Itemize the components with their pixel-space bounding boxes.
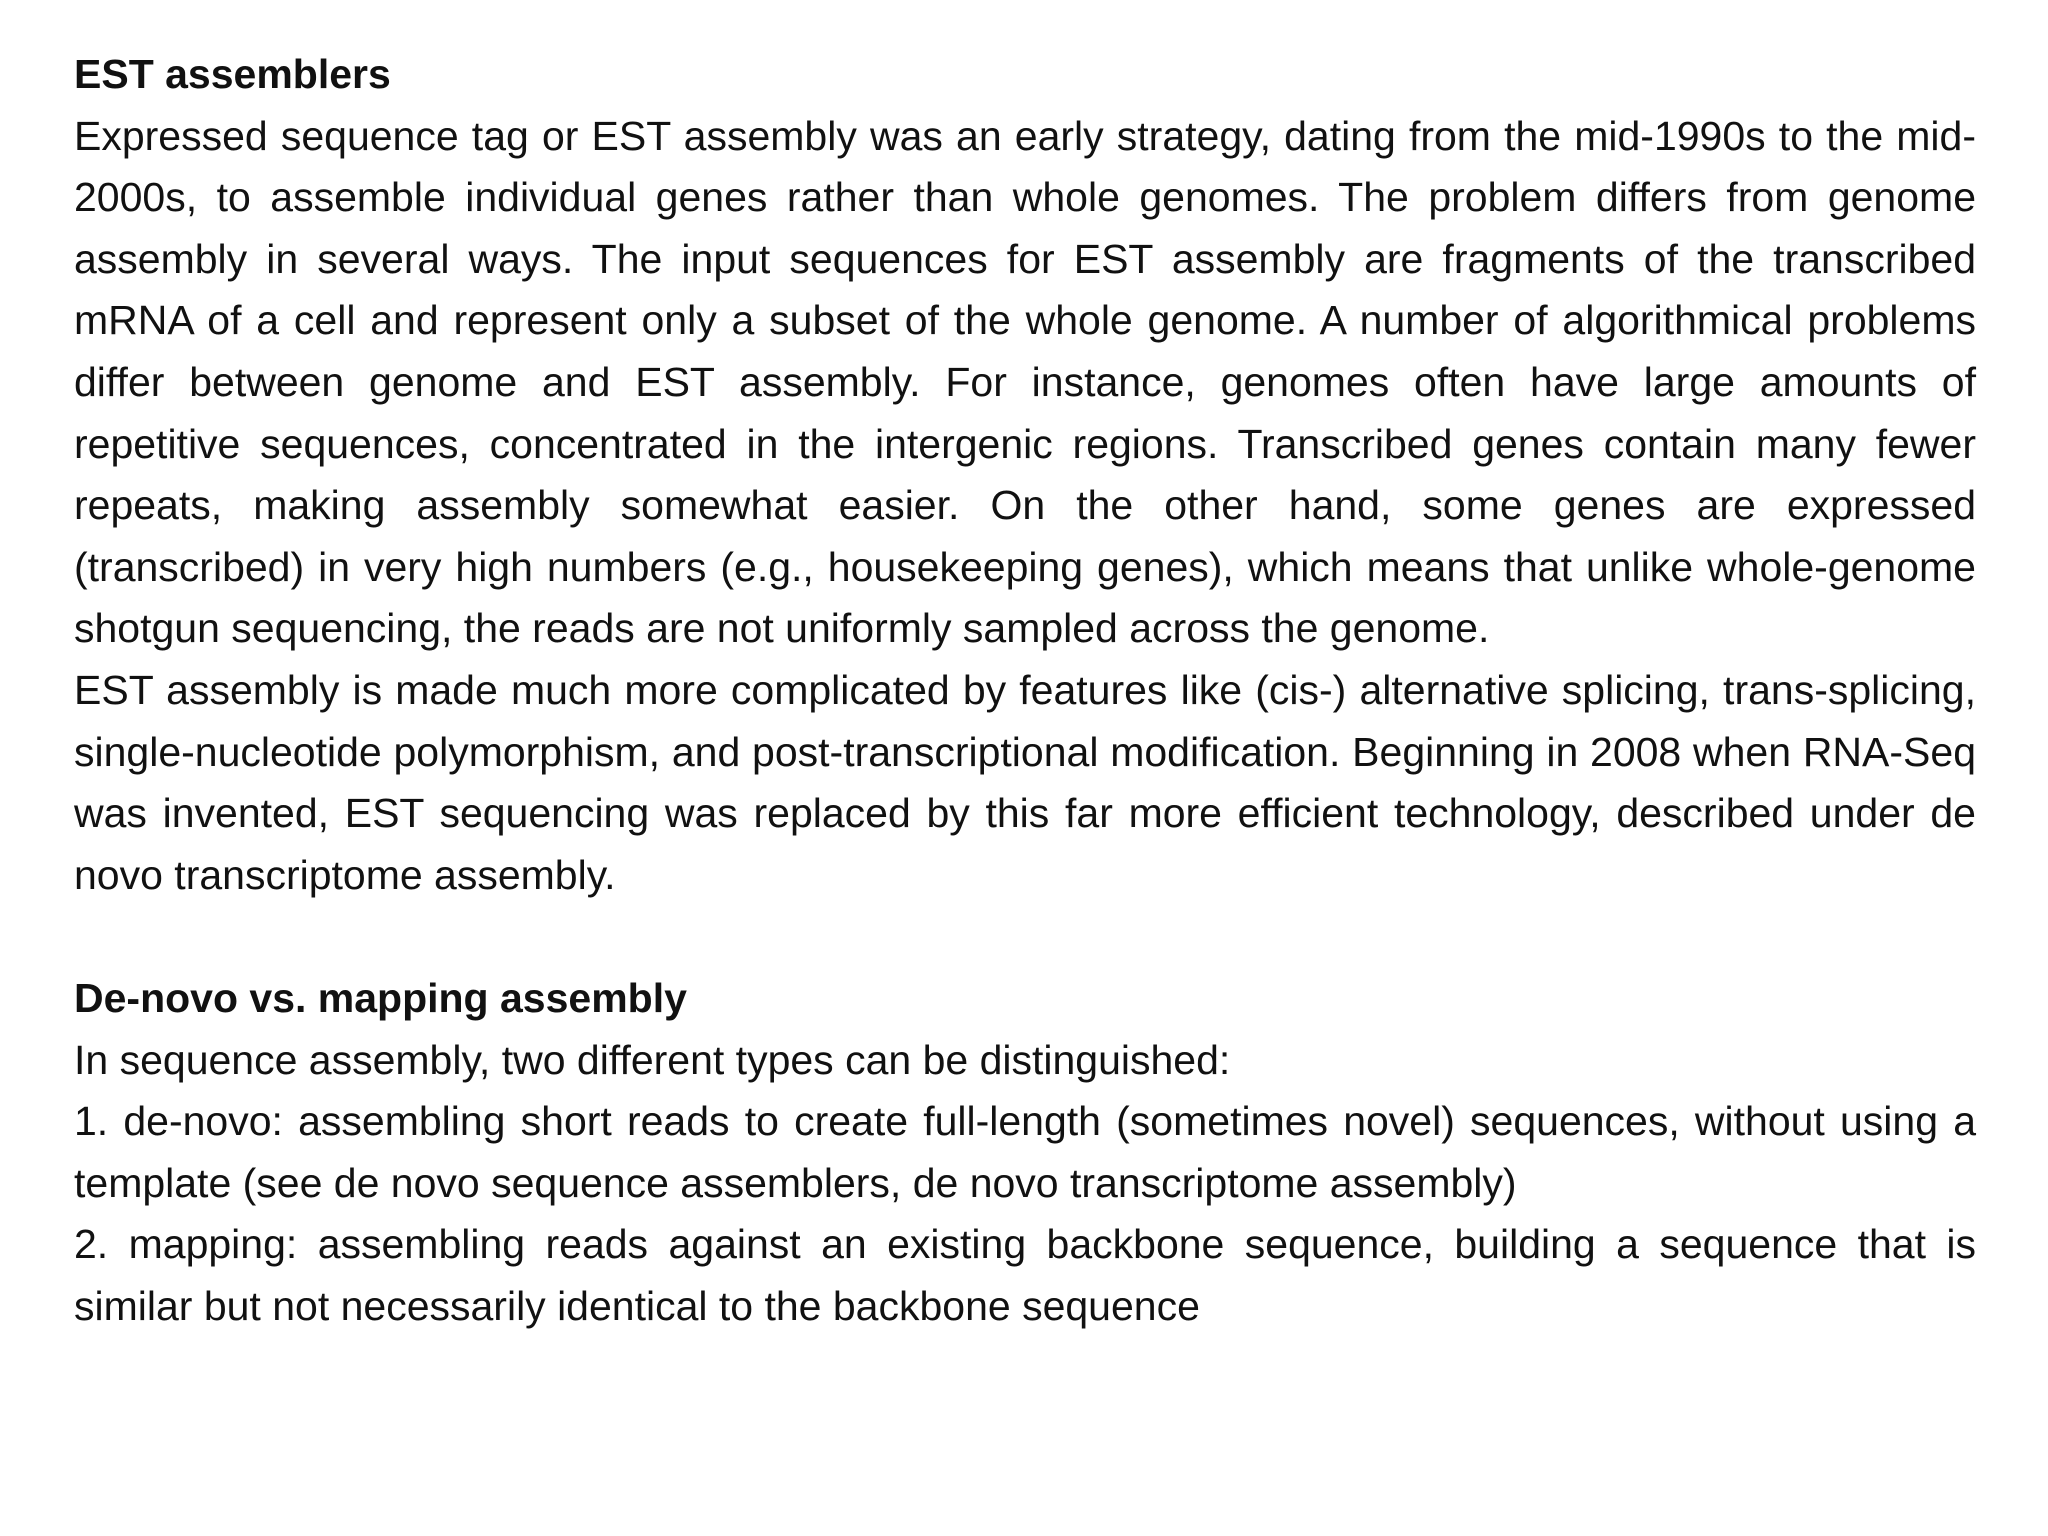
section-heading: De-novo vs. mapping assembly: [74, 974, 687, 1021]
section-spacer: [74, 906, 1976, 968]
section-heading: EST assemblers: [74, 51, 391, 97]
paragraph: EST assembly is made much more complicated by features like (cis-) alternative splicing, trans-splicing, single-nucleotide polymorphism, and post-transcriptional modification. Beginning in 2008 when RNA-Seq was invented, EST sequencing was replaced by this far more efficient technology, described under de novo transcriptome assembly.: [74, 666, 1976, 898]
document-page: [74, 44, 1976, 1337]
paragraph: In sequence assembly, two different types can be distinguished:: [74, 1036, 1231, 1083]
list-item: 2. mapping: assembling reads against an existing backbone sequence, building a sequence that is similar but not necessarily identical to the backbone sequence: [74, 1221, 1976, 1329]
section-est-assemblers: [74, 44, 1976, 906]
paragraph: Expressed sequence tag or EST assembly was an early strategy, dating from the mid-1990s to the mid-2000s, to assemble individual genes rather than whole genomes. The problem differs from genome assembly in several ways. The input sequences for EST assembly are fragments of the transcribed mRNA of a cell and represent only a subset of the whole genome. A number of algorithmical problems differ between genome and EST assembly. For instance, genomes often have large amounts of repetitive sequences, concentrated in the intergenic regions. Transcribed genes contain many fewer repeats, making assembly somewhat easier. On the other hand, some genes are expressed (transcribed) in very high numbers (e.g., housekeeping genes), which means that unlike whole-genome shotgun sequencing, the reads are not uniformly sampled across the genome.: [74, 112, 1976, 652]
section-denovo-vs-mapping: [74, 968, 1976, 1338]
list-item: 1. de-novo: assembling short reads to create full-length (sometimes novel) sequences, without using a template (see de novo sequence assemblers, de novo transcriptome assembly): [74, 1098, 1976, 1206]
